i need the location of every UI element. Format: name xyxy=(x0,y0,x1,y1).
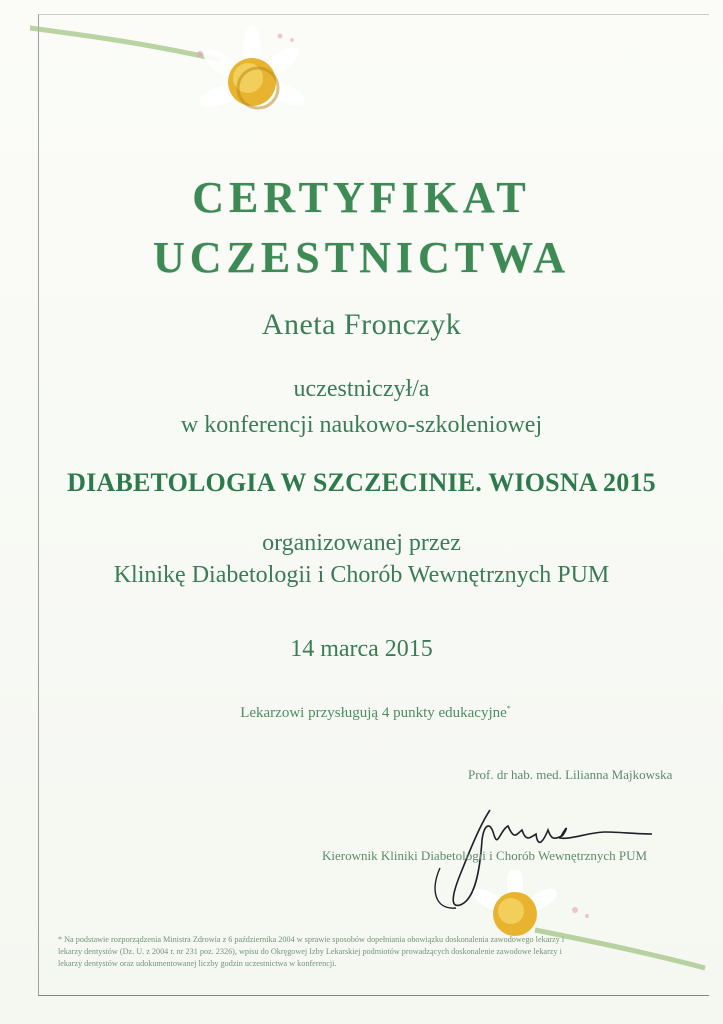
organizer-name: Klinikę Diabetologii i Chorób Wewnętrznych PUM xyxy=(113,562,610,588)
certificate-title-line1: CERTYFIKAT xyxy=(192,173,531,222)
footnote-line: lekarzy dentystów (Dz. U. z 2004 r. nr 231 poz. 2326), wpisu do Okręgowej Izby Lekarskiej podmiotów prowadzących doskonalenie zawodowe lekarzy i xyxy=(58,947,562,956)
footnote-line: * Na podstawie rozporządzenia Ministra Zdrowia z 6 października 2004 w sprawie sposobów dopełniania obowiązku doskonalenia zawodowego lekarzy i xyxy=(58,935,565,944)
signatory-name: Prof. dr hab. med. Lilianna Majkowska xyxy=(468,767,673,782)
education-points xyxy=(14,704,723,722)
footnote-line: lekarzy dentystów oraz udokumentowanej liczby godzin uczestnictwa w konferencji. xyxy=(58,959,337,968)
signatory-role: Kierownik Kliniki Diabetologii i Chorób Wewnętrznych PUM xyxy=(322,848,648,863)
participation-text: uczestniczył/a xyxy=(293,376,430,402)
event-name: DIABETOLOGIA W SZCZECINIE. WIOSNA 2015 xyxy=(67,468,656,497)
organized-by-text: organizowanej przez xyxy=(262,530,461,556)
certificate-title-line2: UCZESTNICTWA xyxy=(153,233,570,282)
points-footnote-mark: * xyxy=(506,704,511,713)
legal-footnote xyxy=(58,934,710,970)
event-date: 14 marca 2015 xyxy=(290,636,433,662)
education-points-text: Lekarzowi przysługują 4 punkty edukacyjne xyxy=(240,705,507,721)
daisy-top-decoration-icon xyxy=(30,18,330,138)
event-type-text: w konferencji naukowo-szkoleniowej xyxy=(180,412,543,438)
participant-name: Aneta Fronczyk xyxy=(261,308,462,341)
